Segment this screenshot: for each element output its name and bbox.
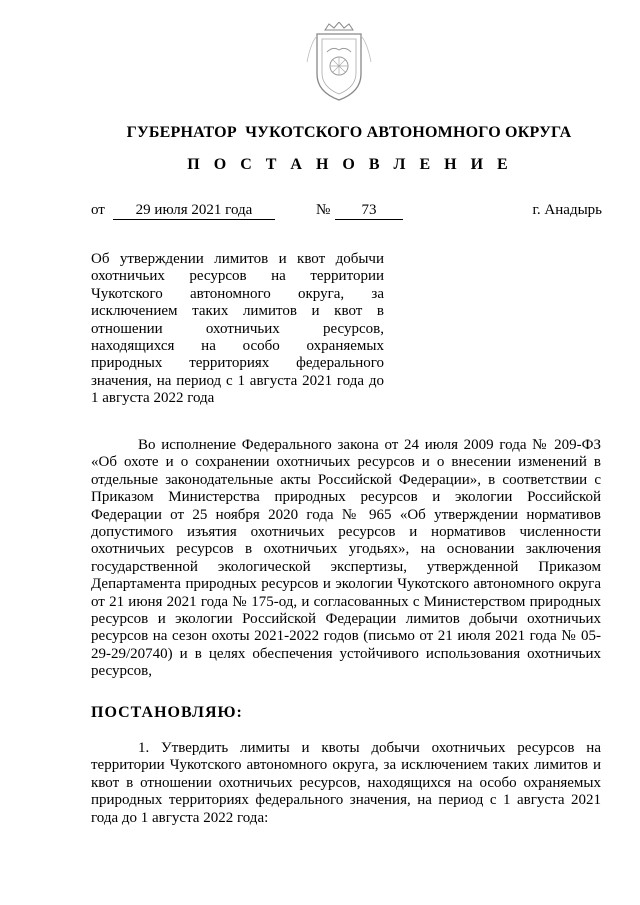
document-subject: Об утверждении лимитов и квот добычи охотничьих ресурсов на территории Чукотского автономного округа, за исключением таких лимитов и квот в отношении охотничьих ресурсов, находящихся на особо охраняемых природных территориях федерального значения, на период с 1 августа 2021 года до 1 августа 2022 года <box>91 251 384 407</box>
decree-point-1: 1. Утвердить лимиты и квоты добычи охотничьих ресурсов на территории Чукотского автономного округа, за исключением таких лимитов и квот в отношении охотничьих ресурсов, находящихся на особо охраняемых природных территориях федерального значения, на период с 1 августа 2021 года до 1 августа 2022 года: <box>91 740 601 826</box>
document-number: 73 <box>335 202 403 220</box>
number-label: № <box>316 202 331 218</box>
document-date: 29 июля 2021 года <box>113 202 275 220</box>
authority-title: ГУБЕРНАТОР ЧУКОТСКОГО АВТОНОМНОГО ОКРУГА <box>126 124 572 141</box>
preamble-paragraph: Во исполнение Федерального закона от 24 июля 2009 года № 209-ФЗ «Об охоте и о сохранении охотничьих ресурсов и о внесении изменений в отдельные законодательные акты Российской Федерации», в соответствии с Приказом Министерства природных ресурсов и экологии Российской Федерации от 25 ноября 2020 года № 965 «Об утверждении нормативов допустимого изъятия охотничьих ресурсов и нормативов численности охотничьих ресурсов в охотничьих угодьях», на основании заключения государственной экологической экспертизы, утвержденной Приказом Департамента природных ресурсов и экологии Чукотского автономного округа от 21 июня 2021 года № 175-од, и согласованных с Министерством природных ресурсов и экологии Российской Федерации лимитов добычи охотничьих ресурсов на сезон охоты 2021-2022 годов (письмо от 21 июля 2021 года № 05-29-29/20740) и в целях обеспечения устойчивого использования охотничьих ресурсов, <box>91 437 601 680</box>
document-place: г. Анадырь <box>532 202 602 218</box>
decree-heading: ПОСТАНОВЛЯЮ: <box>91 704 243 721</box>
document-type-title: П О С Т А Н О В Л Е Н И Е <box>187 156 513 173</box>
date-prefix: от <box>91 202 105 218</box>
coat-of-arms-icon <box>303 22 375 106</box>
